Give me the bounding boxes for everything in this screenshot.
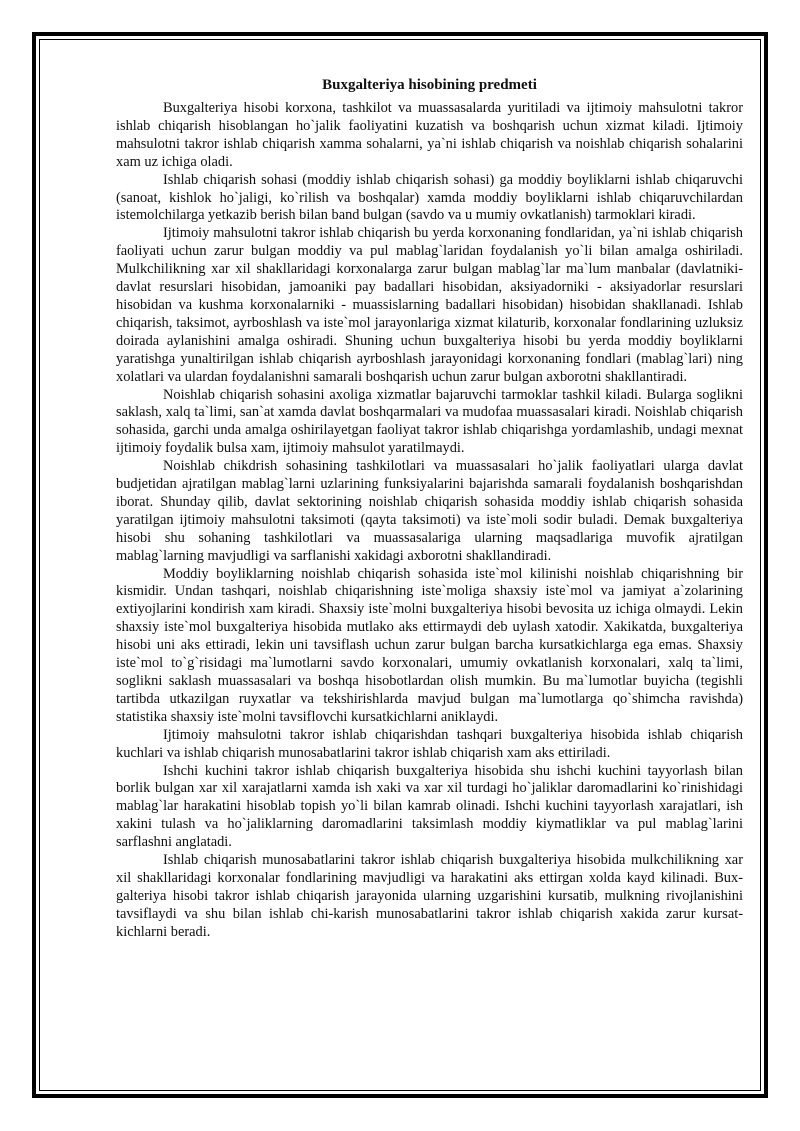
document-title: Buxgalteriya hisobining predmeti bbox=[322, 77, 537, 93]
paragraph-9: Ishlab chiqarish munosabatlarini takror ishlab chiqarish buxgalteriya hisobida mulkchilikning xar xil shakllaridagi korxonalar fondlarining mavjudligi va harakatini aks ettirgan xolda kayd kilinadi. Bux-galteriya hisobi takror ishlab chiqarish jarayonida ularning uzgarishini kursatib, mulkning rivojlanishini tavsiflaydi va shu bilan ishlab chi-karish munosabatlarini takror ishlab chiqarish xakida zarur kursat-kichlarni beradi. bbox=[116, 852, 743, 940]
paragraph-8: Ishchi kuchini takror ishlab chiqarish buxgalteriya hisobida shu ishchi kuchini tayyorlash bilan borlik bulgan xar xil xarajatlarni xamda ish xaki va xar xil turdagi ho`jaliklar daromadlarini ko`rinishidagi mablag`lar harakatini hisoblab topish yo`li bilan kamrab olinadi. Ishchi kuchini tayyorlash xarajatlari, ish xakini tulash va ho`jaliklarning daromadlarini taksimlash moddiy kiymatliklar va pul mablag`larini sarflashni anglatadi. bbox=[116, 762, 743, 851]
paragraph-2: Ishlab chiqarish sohasi (moddiy ishlab chiqarish sohasi) ga moddiy boyliklarni ishlab chiqaruvchi (sanoat, kishlok ho`jaligi, ko`rilish va boshqalar) xamda moddiy boyliklarni ishlab chiqaruvchilardan istemolchilarga yetkazib berish bilan band bulgan (savdo va u mumiy ovkatlanish) tarmoklari kiradi. bbox=[116, 171, 743, 224]
paragraph-7: Ijtimoiy mahsulotni takror ishlab chiqarishdan tashqari buxgalteriya hisobida ishlab chiqarish kuchlari va ishlab chiqarish munosabatlarini takror ishlab chiqarish xam aks ettiriladi. bbox=[116, 726, 743, 761]
paragraph-3: Ijtimoiy mahsulotni takror ishlab chiqarish bu yerda korxonaning fondlaridan, ya`ni ishlab chiqarish faoliyati uchun zarur bulgan moddiy va pul mablag`laridan foydalanish yo`li bilan amalga oshiriladi. Mulkchilikning xar xil shakllaridagi korxonalarga zarur bulgan mablag`lar ma`lum manbalar (davlatniki-davlat resurslari hisobidan, jamoaniki pay badallari hisobidan, aksiyadorniki - aksiyadorlar resurslari hisobidan va kushma korxonalarniki - muassislarning badallari hisobidan) hisobidan shakllanadi. Ishlab chiqarish, taksimot, ayrboshlash va iste`mol jarayonlariga xizmat kilaturib, korxonalar fondlarining uzluksiz doirada aylanishini amalga oshiradi. Shuning uchun buxgalteriya hisobi bu yerda moddiy boyliklarni yaratishga yunaltirilgan ishlab chiqarish ayrboshlash jarayonidagi korxonaning fondlari (mablag`lari) ning xolatlari va ulardan foydalanishni samarali boshqarish uchun zarur bulgan axborotni shakllantiradi. bbox=[116, 225, 743, 385]
document-body bbox=[116, 76, 743, 942]
paragraph-1: Buxgalteriya hisobi korxona, tashkilot va muassasalarda yuritiladi va ijtimoiy mahsulotni takror ishlab chiqarish hisoblangan ho`jalik faoliyatini kuzatish va boshqarish uchun xizmat kiladi. Ijtimoiy mahsulotni takror ishlab chiqarish xamma sohalarni, ya`ni ishlab chiqarish va noishlab chiqarish sohalarini xam uz ichiga oladi. bbox=[116, 100, 743, 170]
paragraph-4: Noishlab chiqarish sohasini axoliga xizmatlar bajaruvchi tarmoklar tashkil kiladi. Bularga soglikni saklash, xalq ta`limi, san`at xamda davlat boshqarmalari va mudofaa muassasalari kiradi. Noishlab chiqarish sohasida, garchi unda amalga oshirilayetgan faoliyat takror ishlab chiqarishga yordamlashib, undagi mexnat ijtimoiy foydalik bulsa xam, ijtimoiy mahsulot yaratilmaydi. bbox=[116, 386, 743, 457]
paragraph-5: Noishlab chikdrish sohasining tashkilotlari va muassasalari ho`jalik faoliyatlari ularga davlat budjetidan ajratilgan mablag`larni uzlarining funksiyalarini bajarishda samarali foydalanish boshqarishdan iborat. Shunday qilib, davlat sektorining noishlab chiqarish sohasida moddiy ishlab chiqarish sohasida yaratilgan ijtimoiy mahsulotni taksimoti (qayta taksimoti) va iste`moli sodir buladi. Demak buxgalteriya hisobi shu sohaning tashkilotlari va muassasalariga ularning maqsadlariga muvofik ajratilgan mablag`larning mavjudligi va sarflanishi xakidagi axborotni shakllandiradi. bbox=[116, 458, 743, 564]
paragraph-6: Moddiy boyliklarning noishlab chiqarish sohasida iste`mol kilinishi noishlab chiqarishning bir kismidir. Undan tashqari, noishlab chiqarishning iste`moliga shaxsiy iste`mol va jamiyat a`zolarining extiyojlarini kondirish xam kiradi. Shaxsiy iste`molni buxgalteriya hisobi bevosita uz ichiga olmaydi. Lekin shaxsiy iste`mol buxgalteriya hisobida mutlako aks ettirmaydi deb uylash xatodir. Xakikatda, buxgalteriya hisobi uni aks ettiradi, lekin uni tavsiflash uchun zarur bulgan barcha kursatkichlarga ega emas. Shaxsiy iste`mol to`g`risidagi ma`lumotlarni savdo korxonalari, umumiy ovkatlanish korxonalari, xalq ta`limi, soglikni saklash muassasalari va boshqa hisobotlardan olish mumkin. Bu ma`lumotlar buyicha (tegishli tartibda utkazilgan ruyxatlar va tekshirishlarda mavjud bulgan ma`lumotlarga qo`shimcha ravishda) statistika shaxsiy iste`molni tavsiflovchi kursatkichlarni aniklaydi. bbox=[116, 565, 743, 725]
